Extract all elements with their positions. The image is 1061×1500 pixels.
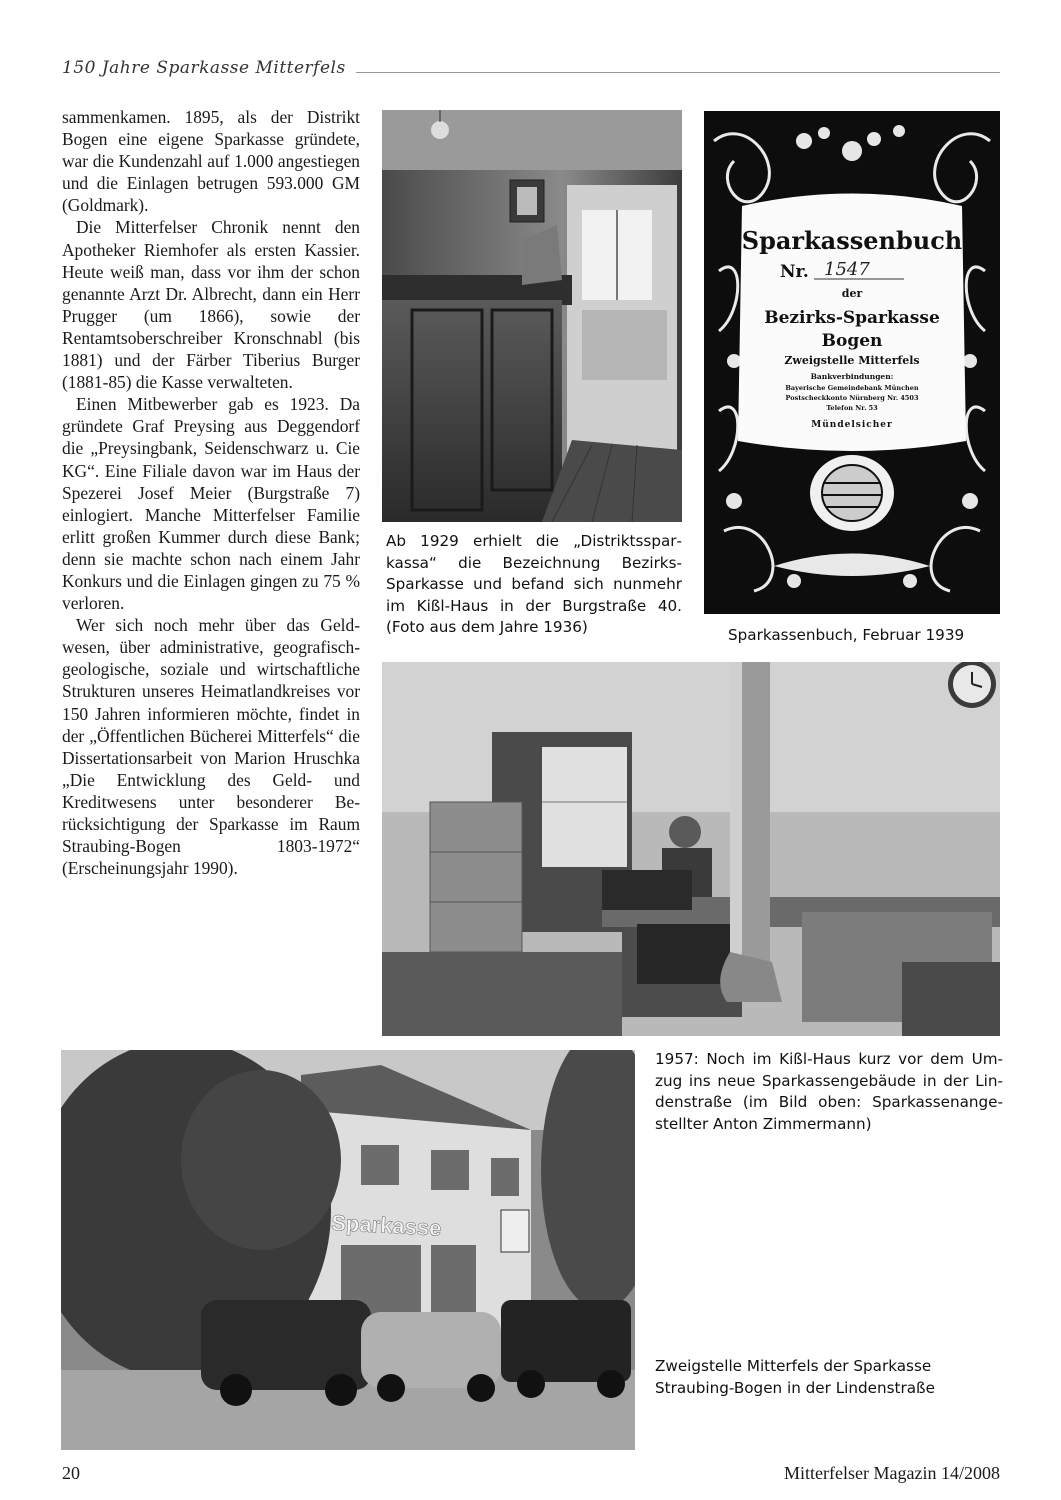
book-bank-line1: Bezirks-Sparkasse bbox=[764, 308, 940, 328]
book-bank-line2: Bogen bbox=[821, 331, 883, 351]
book-mundelsicher: Mündelsicher bbox=[811, 420, 893, 430]
header-rule bbox=[356, 72, 1000, 73]
beehive-icon bbox=[810, 455, 894, 531]
book-bank-connections-heading: Bankverbindungen: bbox=[810, 372, 894, 381]
caption-office-1936: Ab 1929 erhielt die „Distriktssparkassa“ die Bezeichnung Bezirks-Sparkasse und befand sich nunmehr im Kißl-Haus in der Burgstraße 40. (Foto aus dem Jahre 1936) bbox=[386, 532, 682, 636]
book-bank-connection-2: Postscheckkonto Nürnberg Nr. 4503 bbox=[785, 394, 919, 402]
book-number-handwritten: 1547 bbox=[824, 259, 870, 280]
article-body-column bbox=[62, 106, 360, 879]
sparkasse-sign: Sparkasse bbox=[330, 1210, 442, 1241]
footer-magazine-title: Mitterfelser Magazin 14/2008 bbox=[784, 1463, 1000, 1483]
book-phone: Telefon Nr. 53 bbox=[826, 404, 878, 412]
photo-bank-office-1957 bbox=[382, 662, 1000, 1036]
page-number: 20 bbox=[62, 1463, 80, 1483]
book-branch: Zweigstelle Mitterfels bbox=[784, 354, 920, 367]
body-paragraph: sammenkamen. 1895, als der Distrikt Bogen eine eigene Sparkasse gründete, war die Kundenzahl auf 1.000 angestiegen und die Einlagen betrugen 593.000 GM (Goldmark). bbox=[62, 107, 360, 216]
book-bank-connection-1: Bayerische Gemeindebank München bbox=[785, 384, 919, 392]
caption-savings-book: Sparkassenbuch, Februar 1939 bbox=[728, 626, 965, 644]
photo-bank-office-1936 bbox=[382, 110, 682, 522]
body-paragraph: Einen Mitbewerber gab es 1923. Da gründete Graf Preysing aus Deggendorf die „Preysingbank, Seidenschwarz u. Cie KG“. Eine Filiale davon war im Haus der Spezerei Josef Meier (Burgstraße 7) einlogiert. Manche Mitterfelser Familie erlitt großen Kummer durch diese Bank; denn sie machte schon nach einem Jahr Konkurs und die Einlagen gingen zu 75 % verloren. bbox=[62, 394, 360, 614]
photo-branch-building bbox=[61, 1050, 635, 1450]
photo-savings-book-cover bbox=[704, 111, 1000, 614]
book-title: Sparkassenbuch bbox=[741, 226, 963, 255]
body-paragraph: Wer sich noch mehr über das Geldwesen, über administrative, geografisch-geologische, soziale und wirtschaftliche Strukturen unseres Heimatlandkreises vor 150 Jahren informieren möchte, findet in der „Öffentlichen Bücherei Mitterfels“ die Dissertationsarbeit von Marion Hruschka „Die Entwicklung des Geld- und Kreditwesens unter besonderer Berücksichtigung der Sparkasse im Raum Straubing-Bogen 1803-1972“ (Erscheinungsjahr 1990). bbox=[62, 615, 360, 879]
caption-branch: Zweigstelle Mitterfels der Sparkasse Straubing-Bogen in der Lindenstraße bbox=[655, 1357, 935, 1397]
body-paragraph: Die Mitterfelser Chronik nennt den Apotheker Riemhofer als ersten Kassier. Heute weiß man, dass vor ihm der schon genannte Arzt Dr. Albrecht, dann ein Herr Prugger (um 1866), sowie der Rentamtsoberschreiber Kronschnabl (bis 1881) und der Färber Tiberius Burger (1881-85) die Kasse verwalteten. bbox=[62, 217, 360, 393]
book-der: der bbox=[841, 287, 863, 300]
book-number-prefix: Nr. bbox=[780, 262, 809, 282]
caption-office-1957: 1957: Noch im Kißl-Haus kurz vor dem Umzug ins neue Sparkassengebäude in der Lindenstraße (im Bild oben: Sparkassenangestellter Anton Zimmermann) bbox=[655, 1050, 1003, 1133]
running-header-title: 150 Jahre Sparkasse Mitterfels bbox=[62, 58, 346, 78]
